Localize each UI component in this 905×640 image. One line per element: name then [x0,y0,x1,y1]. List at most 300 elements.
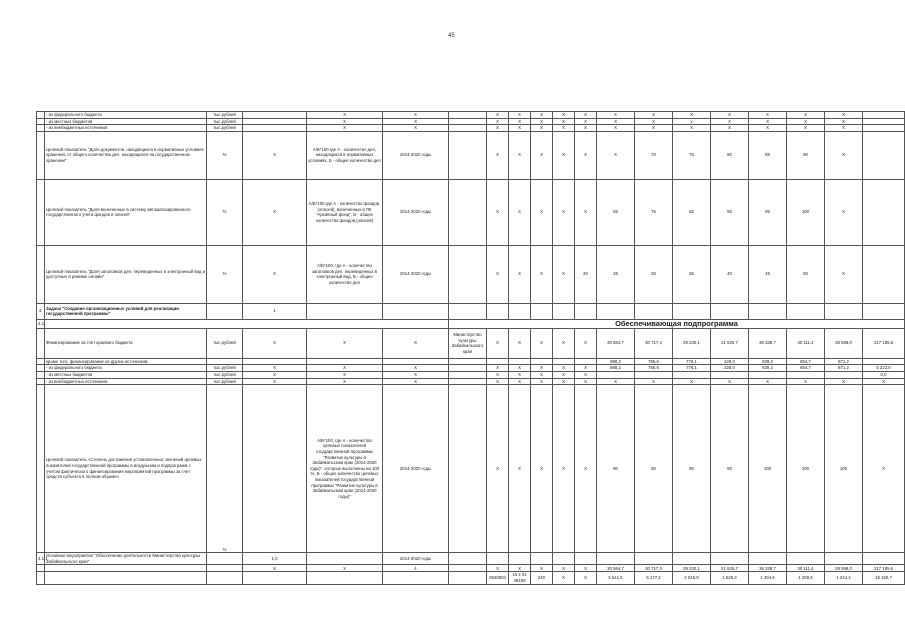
value-cell: 888,2 [597,365,635,372]
spacer-cell [45,319,449,328]
value-cell: X [553,378,575,385]
value-cell: X [575,385,597,553]
value-cell [509,303,531,319]
value-cell [749,553,787,565]
basis-cell: X [243,328,307,358]
value-cell [863,303,905,319]
value-cell: 0,0 [863,371,905,378]
unit-cell [207,572,243,584]
value-cell: 35 [673,245,711,303]
value-cell: X [825,179,863,245]
unit-cell: тыс.рублей [207,378,243,385]
value-cell: X [673,125,711,132]
table-row [37,358,905,365]
row-name: - из местных бюджетов [45,118,207,125]
table-row [37,131,905,179]
row-name: - из федерального бюджета [45,365,207,372]
row-name: - из внебюджетных источников [45,125,207,132]
value-cell: X [825,112,863,119]
value-cell: 90 [787,131,825,179]
row-number: 4.1.1. [37,553,45,565]
row-name [45,572,207,584]
value-cell: X [787,112,825,119]
row-name: Целевой показатель "Доля заголовков дел, переведенных в электронный вид и доступных в режиме онлайн" [45,245,207,303]
value-cell: X [863,385,905,553]
table-row [37,365,905,372]
value-cell: 15 4 01 49190 [509,572,531,584]
table-row [37,378,905,385]
value-cell [787,303,825,319]
value-cell: 82 [673,179,711,245]
unit-cell: % [207,131,243,179]
period-cell: X [383,371,449,378]
unit-cell [207,553,243,565]
value-cell [711,553,749,565]
value-cell: X [749,112,787,119]
period-cell [383,572,449,584]
value-cell: 90 [711,179,749,245]
value-cell: 5 177,2 [635,572,673,584]
row-name [45,565,207,572]
value-cell [553,303,575,319]
value-cell: X [597,112,635,119]
value-cell: X [635,378,673,385]
value-cell: X [673,378,711,385]
basis-cell [243,118,307,125]
row-number [37,125,45,132]
executor-cell [449,385,487,553]
formula-cell [307,572,383,584]
value-cell: X [487,565,509,572]
basis-cell: X [243,179,307,245]
unit-cell: тыс.рублей [207,328,243,358]
value-cell [531,303,553,319]
value-cell: X [509,179,531,245]
period-cell: 2014-2020 годы [383,553,449,565]
value-cell: 1 525,3 [711,572,749,584]
value-cell [487,303,509,319]
row-number [37,572,45,584]
period-cell: X [383,112,449,119]
value-cell: X [825,125,863,132]
value-cell: 65 [597,179,635,245]
value-cell: X [553,365,575,372]
value-cell: 2 046,9 [673,572,711,584]
period-cell: X [383,328,449,358]
value-cell: 30 717,4 [635,565,673,572]
row-number [37,245,45,303]
value-cell: X [509,328,531,358]
value-cell [711,303,749,319]
value-cell [487,553,509,565]
value-cell: X [597,118,635,125]
value-cell: 871,2 [825,365,863,372]
row-name: Основное мероприятие "Обеспечение деятельности Министерства культуры Забайкальского края" [45,553,207,565]
row-number [37,358,45,365]
row-name: кроме того, финансирование из других источников: [45,358,207,365]
value-cell: 30 111,4 [787,328,825,358]
value-cell: X [825,118,863,125]
value-cell: 100 [825,385,863,553]
row-name: - из внебюджетных источников [45,378,207,385]
value-cell: X [487,131,509,179]
executor-cell [449,365,487,372]
value-cell: X [597,378,635,385]
value-cell: 0840804 [487,572,509,584]
value-cell [863,358,905,365]
value-cell: 240 [531,572,553,584]
value-cell [531,358,553,365]
table-row [37,125,905,132]
row-name: Финансирование за счет краевого бюджета [45,328,207,358]
value-cell: 776,1 [673,365,711,372]
indicator-row [37,385,905,553]
value-cell: X [553,112,575,119]
value-cell: 90 [635,385,673,553]
value-cell [553,553,575,565]
value-cell [749,371,787,378]
value-cell: X [711,118,749,125]
table-row [37,303,905,319]
value-cell [597,303,635,319]
period-cell: 2014-2020 годы [383,131,449,179]
basis-cell [243,112,307,119]
value-cell [597,371,635,378]
value-cell: X [711,125,749,132]
value-cell: 1 290,6 [787,572,825,584]
value-cell: X [575,125,597,132]
value-cell: 30 717,4 [635,328,673,358]
unit-cell: % [207,179,243,245]
value-cell: X [487,118,509,125]
unit-cell: тыс.рублей [207,118,243,125]
value-cell: X [509,131,531,179]
period-cell [383,303,449,319]
row-name: - из местных бюджетов [45,371,207,378]
value-cell: X [635,118,673,125]
value-cell: X [509,385,531,553]
value-cell: X [531,245,553,303]
value-cell: X [553,125,575,132]
value-cell: X [553,245,575,303]
table-row [37,179,905,245]
value-cell: X [509,118,531,125]
formula-cell: А/Б*100, где А - количество заголовков дел, переведенных в электронный вид, Б - общее количество дел [307,245,383,303]
basis-cell [243,385,307,553]
value-cell: 28 598,0 [825,328,863,358]
value-cell: X [787,378,825,385]
period-cell: X [383,378,449,385]
table-row [37,328,905,358]
unit-cell [207,303,243,319]
formula-cell: X [307,118,383,125]
value-cell: 100 [749,385,787,553]
value-cell: 36 338,7 [749,565,787,572]
value-cell: X [509,365,531,372]
value-cell: X [575,365,597,372]
value-cell: X [635,112,673,119]
value-cell: X [531,125,553,132]
value-cell: 90 [673,385,711,553]
executor-cell [449,112,487,119]
executor-cell [449,131,487,179]
value-cell: 50 [787,245,825,303]
unit-cell: тыс.рублей [207,125,243,132]
value-cell [553,358,575,365]
value-cell: X [487,371,509,378]
executor-cell [449,553,487,565]
value-cell: X [575,118,597,125]
executor-cell [449,565,487,572]
value-cell: X [863,378,905,385]
period-cell: X [383,125,449,132]
value-cell: 765,6 [635,358,673,365]
value-cell: 765,6 [635,365,673,372]
row-name: Целевой показатель "Доля включенных в систему автоматизированного государственного учета фондов и описей" [45,179,207,245]
executor-cell [449,358,487,365]
value-cell: 75 [673,131,711,179]
formula-cell [307,553,383,565]
value-cell [863,245,905,303]
value-cell: X [575,572,597,584]
executor-cell: Министерство культуры Забайкальского края [449,328,487,358]
value-cell: X [575,179,597,245]
value-cell [863,112,905,119]
value-cell: 228,0 [711,365,749,372]
value-cell: X [487,125,509,132]
value-cell: X [553,179,575,245]
value-cell: X [575,328,597,358]
subprogram-row [37,319,905,328]
value-cell: 100 [787,385,825,553]
executor-cell [449,179,487,245]
value-cell: 75 [635,179,673,245]
executor-cell [449,245,487,303]
value-cell: 839,2 [749,365,787,372]
formula-cell: А/Б*100, где А - количество целевых показателей государственной программы "Развитие культуры в Забайкальском крае (2014-2020 годы)", которые выполнены на 100 %, Б - общее количество целевых показателей государственной программы "Развитие культуры в Забайкальском крае (2014-2020 годы)" [307,385,383,553]
row-name: Задача "Создание организационных условий для реализации государственной программы" [45,303,207,319]
formula-cell: А/Б*100,где А - количество дел, находящихся в нормативных условиях, Б - общее количество дел [307,131,383,179]
value-cell: X [825,378,863,385]
value-cell [787,553,825,565]
value-cell: X [749,118,787,125]
formula-cell: X [307,365,383,372]
unit-cell [207,565,243,572]
formula-cell: X [307,371,383,378]
value-cell: X [531,565,553,572]
value-cell: 90 [597,385,635,553]
unit-cell: % [207,385,243,553]
value-cell: X [509,245,531,303]
basis-cell: X [243,131,307,179]
executor-cell [449,118,487,125]
value-cell: X [635,125,673,132]
unit-cell: тыс.рублей [207,112,243,119]
table-body [37,112,905,585]
value-cell: X [749,125,787,132]
value-cell: 29 230,1 [673,565,711,572]
value-cell: X [487,179,509,245]
value-cell: X [509,378,531,385]
value-cell: 5 541,5 [597,572,635,584]
value-cell: X [487,385,509,553]
row-name: - из федерального бюджета [45,112,207,119]
value-cell [487,358,509,365]
value-cell: X [487,112,509,119]
period-cell [383,358,449,365]
value-cell: 36 338,7 [749,328,787,358]
subprogram-title: Обеспечивающая подпрограмма [449,319,905,328]
value-cell: 20 [575,245,597,303]
value-cell: 1 404,6 [749,572,787,584]
basis-cell: 1 [243,303,307,319]
value-cell: 854,7 [787,358,825,365]
value-cell: 70 [635,131,673,179]
value-cell: X [597,131,635,179]
value-cell: X [553,371,575,378]
row-number [37,565,45,572]
value-cell [787,371,825,378]
value-cell [635,371,673,378]
value-cell: 95 [749,179,787,245]
row-number [37,385,45,553]
value-cell: X [711,112,749,119]
value-cell: X [531,385,553,553]
value-cell [863,118,905,125]
value-cell: X [553,572,575,584]
subprogram-number: 4.1. [37,319,45,328]
value-cell: X [531,112,553,119]
value-cell: X [711,378,749,385]
value-cell: X [749,378,787,385]
value-cell: 30 111,4 [787,565,825,572]
value-cell: X [553,328,575,358]
value-cell: X [575,131,597,179]
value-cell: X [531,131,553,179]
row-number: 4. [37,303,45,319]
value-cell: 1 244,4 [825,572,863,584]
unit-cell: % [207,245,243,303]
basis-cell: X [243,378,307,385]
value-cell: 30 564,7 [597,328,635,358]
value-cell: X [531,371,553,378]
value-cell [673,553,711,565]
value-cell [509,553,531,565]
basis-cell: X [243,565,307,572]
table-row [37,371,905,378]
value-cell: X [487,378,509,385]
value-cell [863,179,905,245]
basis-cell: X [243,245,307,303]
value-cell: 888,2 [597,358,635,365]
basis-cell [243,125,307,132]
value-cell: 80 [711,131,749,179]
value-cell: X [531,179,553,245]
executor-cell [449,371,487,378]
table-row [37,565,905,572]
formula-cell: X [307,112,383,119]
value-cell: X [553,565,575,572]
value-cell: 100 [787,179,825,245]
value-cell: 85 [749,131,787,179]
value-cell [711,371,749,378]
program-table [36,111,905,585]
value-cell: 25 [597,245,635,303]
value-cell [575,358,597,365]
formula-cell [307,303,383,319]
formula-cell: X [307,565,383,572]
value-cell: X [531,365,553,372]
value-cell [825,371,863,378]
value-cell: 45 [749,245,787,303]
value-cell: X [531,118,553,125]
value-cell: 839,2 [749,358,787,365]
value-cell: 29 230,1 [673,328,711,358]
value-cell [863,131,905,179]
value-cell: 217 185,6 [863,328,905,358]
value-cell: 228,0 [711,358,749,365]
executor-cell [449,378,487,385]
row-number [37,378,45,385]
value-cell [597,553,635,565]
value-cell [673,371,711,378]
period-cell: X [383,365,449,372]
value-cell: 776,1 [673,358,711,365]
value-cell: X [509,565,531,572]
executor-cell [449,303,487,319]
value-cell: X [531,378,553,385]
value-cell: 40 [711,245,749,303]
basis-cell: 1,0 [243,553,307,565]
value-cell [531,553,553,565]
formula-cell [307,358,383,365]
unit-cell: тыс.рублей [207,371,243,378]
value-cell: X [487,245,509,303]
value-cell [509,358,531,365]
basis-cell: X [243,371,307,378]
row-number [37,112,45,119]
value-cell [635,303,673,319]
value-cell: X [825,131,863,179]
value-cell: X [509,125,531,132]
unit-cell: тыс.рублей [207,365,243,372]
row-name: Целевой показатель "Доля документов, находящихся в нормативных условиях хранения, от общего количества дел, находящихся на государственном хранении" [45,131,207,179]
unit-cell [207,358,243,365]
value-cell: X [673,112,711,119]
value-cell: 871,2 [825,358,863,365]
value-cell: X [487,365,509,372]
executor-cell [449,125,487,132]
value-cell: 854,7 [787,365,825,372]
value-cell: 21 625,7 [711,565,749,572]
row-name: Целевой показатель «Степень достижения установленных значений целевых показателей государственной программы в воздушном и подпрограмм с учетом фактического финансирования мероприятий программы за счет средств субъекта в полном объеме» [45,385,207,553]
value-cell: 30 564,7 [597,565,635,572]
value-cell: X [575,371,597,378]
row-number [37,328,45,358]
table-row [37,118,905,125]
value-cell [673,303,711,319]
value-cell: 217 185,6 [863,565,905,572]
executor-cell [449,572,487,584]
period-cell: 2014-2020 годы [383,385,449,553]
table-row [37,572,905,584]
value-cell: X [531,328,553,358]
value-cell [635,553,673,565]
value-cell [825,553,863,565]
row-number [37,118,45,125]
value-cell: X [787,118,825,125]
value-cell [863,553,905,565]
